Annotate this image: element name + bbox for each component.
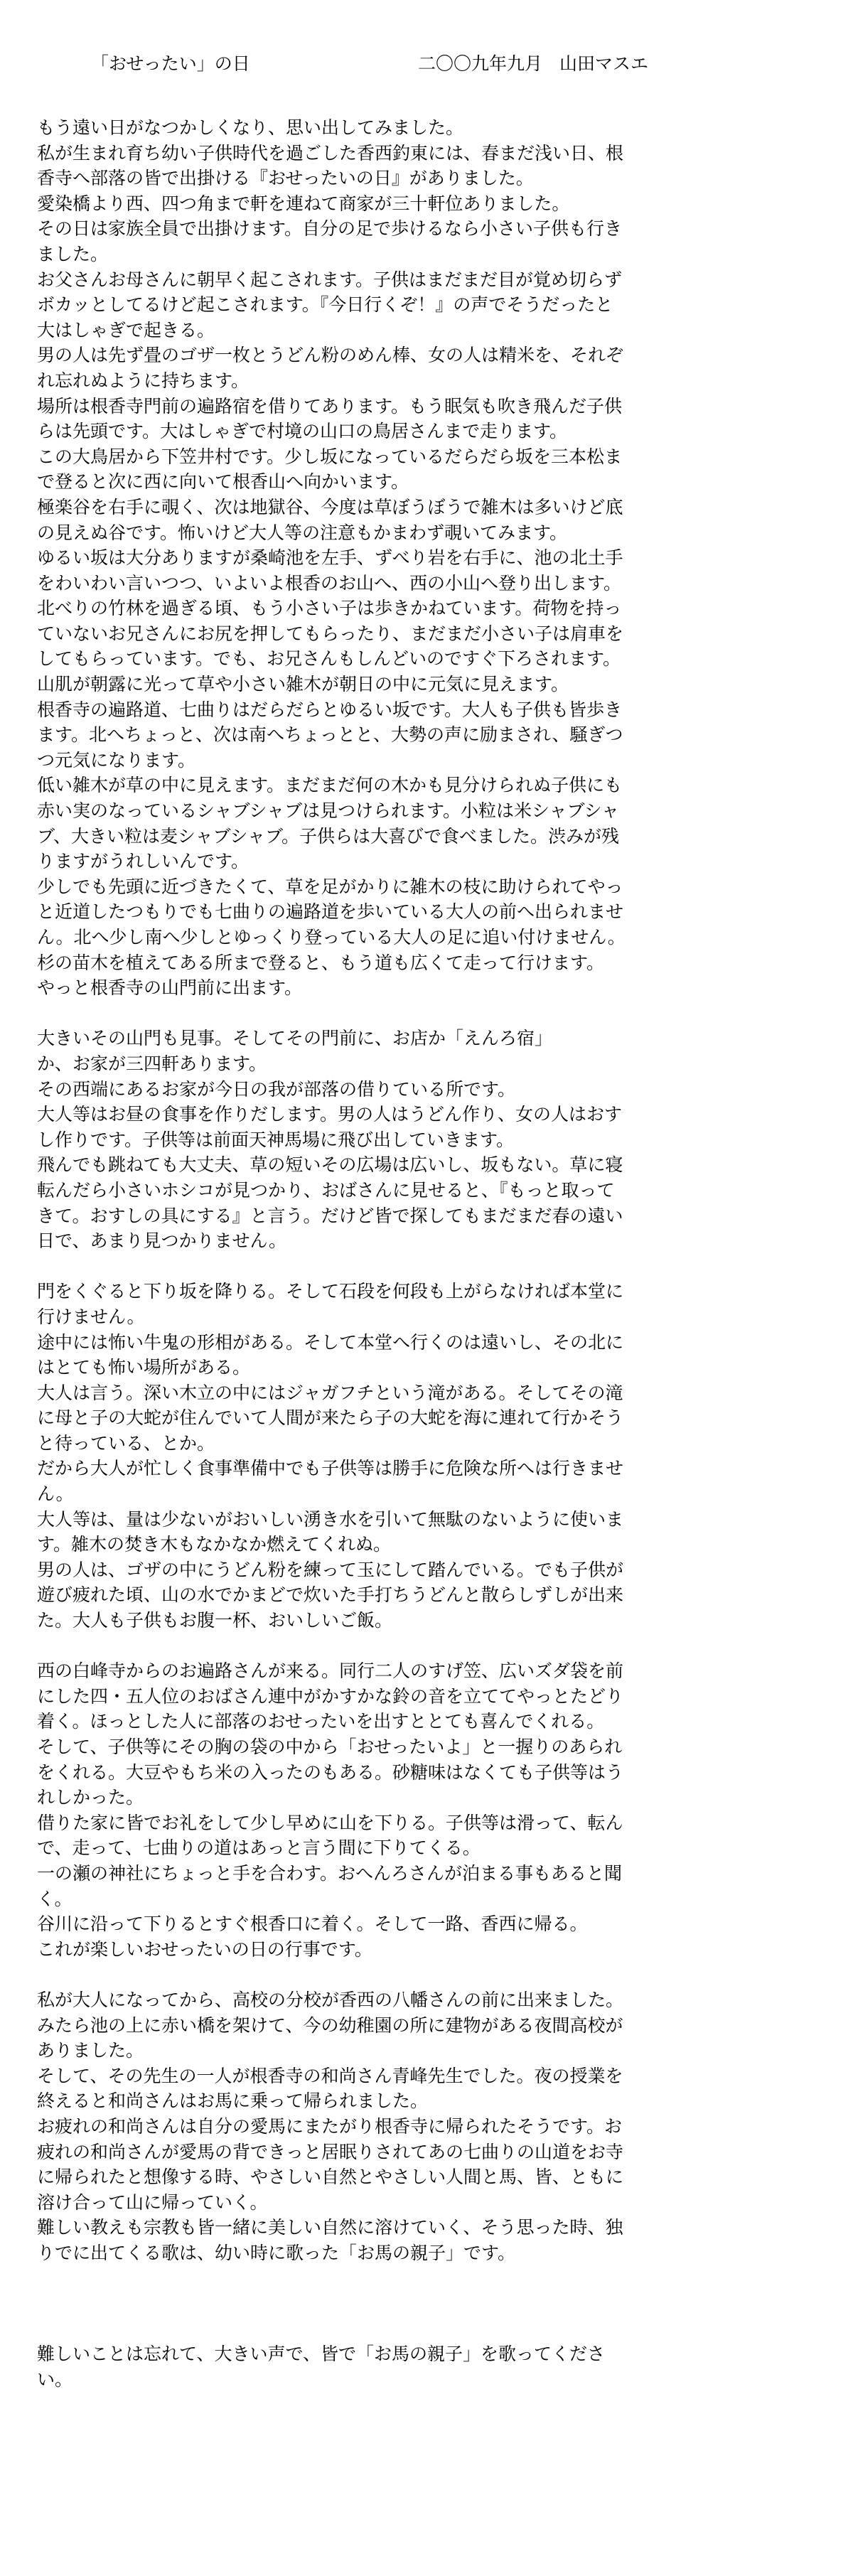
text-line: 終えると和尚さんはお馬に乗って帰られました。 [37,2091,429,2112]
text-line: と近道したつもりでも七曲りの遍路道を歩いている大人の前へ出られませ [37,901,624,923]
text-line: に母と子の大蛇が住んでいて人間が来たら子の大蛇を海に連れて行かそう [37,1407,624,1429]
text-line: その日は家族全員で出掛けます。自分の足で歩けるなら小さい子供も行き [37,218,623,240]
text-line: 途中には怖い牛鬼の形相がある。そして本堂へ行くのは遠いし、その北に [37,1331,624,1353]
text-line: ブ、大きい粒は麦シャブシャブ。子供らは大喜びで食べました。渋みが残 [37,825,620,847]
text-line: これが楽しいおせったいの日の行事です。 [37,1938,372,1960]
text-line: りますがうれしいんです。 [37,851,250,872]
text-line: で、走って、七曲りの道はあっと言う間に下りてくる。 [37,1837,481,1859]
paragraph [37,1658,825,1962]
text-line: その西端にあるお家が今日の我が部落の借りている所です。 [37,1078,516,1100]
text-line: 大人等は、量は少ないがおいしい湧き水を引いて無駄のないように使いま [37,1508,624,1530]
text-line: ました。 [37,243,109,264]
text-line: い。 [37,2369,73,2390]
text-line: だから大人が忙しく食事準備中でも子供等は勝手に危険な所へは行きませ [37,1458,624,1479]
text-line: に帰られたと想像する時、やさしい自然とやさしい人間と馬、皆、ともに [37,2167,624,2188]
text-line: 場所は根香寺門前の遍路宿を借りてあります。もう眠気も吹き飛んだ子供 [37,395,623,417]
text-line: 愛染橋より西、四つ角まで軒を連ねて商家が三十軒位ありました。 [37,193,570,214]
text-line: 大人等はお昼の食事を作りだします。男の人はうどん作り、女の人はおす [37,1104,623,1125]
text-line: す。雑木の焚き木もなかなか燃えてくれぬ。 [37,1534,392,1555]
text-line: れ忘れぬように持ちます。 [37,370,250,391]
text-line: ゆるい坂は大分ありますが桑崎池を左手、ずべり岩を右手に、池の北土手 [37,547,623,569]
text-line: お疲れの和尚さんは自分の愛馬にまたがり根香寺に帰られたそうです。お [37,2115,623,2137]
document-body [37,115,825,2393]
text-line: 西の白峰寺からのお遍路さんが来る。同行二人のすげ笠、広いズダ袋を前 [37,1660,624,1682]
text-line: ていないお兄さんにお尻を押してもらったり、まだまだ小さい子は肩車を [37,623,624,644]
text-line: 少しでも先頭に近づきたくて、草を足がかりに雑木の枝に助けられてやっ [37,876,623,897]
text-line: で登ると次に西に向いて根香山へ向かいます。 [37,471,409,493]
text-line: 行けません。 [37,1306,145,1327]
text-line: 一の瀬の神社にちょっと手を合わす。おへんろさんが泊まる事もあると聞 [37,1862,623,1884]
text-line: 極楽谷を右手に覗く、次は地獄谷、今度は草ぼうぼうで雑木は多いけど底 [37,496,623,517]
document-header [37,50,825,82]
text-line: 赤い実のなっているシャブシャブは見つけられます。小粒は米シャブシャ [37,800,620,822]
text-line: そして、子供等にその胸の袋の中から「おせったいよ」と一握りのあられ [37,1737,623,1757]
text-line: 転んだら小さいホシコが見つかり、おばさんに見せると、『もっと取って [37,1179,615,1201]
text-line: みたら池の上に赤い橋を架けて、今の幼稚園の所に建物がある夜間高校が [37,2014,623,2036]
text-line: ありました。 [37,2040,144,2061]
text-line: と待っている、とか。 [37,1432,215,1454]
text-line: た。大人も子供もお腹一杯、おいしいご飯。 [37,1610,393,1631]
text-line: もう遠い日がなつかしくなり、思い出してみました。 [37,117,464,138]
text-line: 日で、あまり見つかりません。 [37,1230,287,1252]
text-line: ボカッとしてるけど起こされます。『今日行くぞ！』の声でそうだったと [37,294,613,316]
text-line: そして、その先生の一人が根香寺の和尚さん青峰先生でした。夜の授業を [37,2065,623,2086]
text-line: く。 [37,1888,73,1909]
text-line: やっと根香寺の山門前に出ます。 [37,977,303,999]
text-line: ん。 [37,1483,74,1505]
paragraph [37,1026,825,1253]
text-line: 大きいその山門も見事。そしてその門前に、お店か「えんろ宿」 [37,1028,553,1049]
text-line: 借りた家に皆でお礼をして少し早めに山を下りる。子供等は滑って、転ん [37,1812,623,1833]
text-line: 北べりの竹林を過ぎる頃、もう小さい子は歩きかねています。荷物を持っ [37,598,622,619]
text-line: の見えぬ谷です。怖いけど大人等の注意もかまわず覗いてみます。 [37,522,568,543]
text-line: 谷川に沿って下りるとすぐ根香口に着く。そして一路、香西に帰る。 [37,1914,588,1935]
document-title: 「おせったい」の日 [91,53,250,74]
text-line: 杉の苗木を植えてある所まで登ると、もう道も広くて走って行けます。 [37,952,605,973]
text-line: 溶け合って山に帰っていく。 [37,2191,268,2213]
text-line: つ元気になります。 [37,749,196,771]
text-line: 男の人は先ず畳のゴザ一枚とうどん粉のめん棒、女の人は精米を、それぞ [37,345,624,366]
text-line: 難しい教えも宗教も皆一緒に美しい自然に溶けていく、そう思った時、独 [37,2217,623,2238]
text-line: をくれる。大豆やもち米の入ったのもある。砂糖味はなくても子供等はう [37,1761,624,1783]
text-line: りでに出てくる歌は、幼い時に歌った「お馬の親子」です。 [37,2242,516,2263]
text-line: 飛んでも跳ねても大丈夫、草の短いその広場は広いし、坂もない。草に寝 [37,1154,623,1176]
text-line: 大人は言う。深い木立の中にはジャガフチという滝がある。そしてその滝 [37,1382,623,1403]
paragraph [37,1279,825,1633]
text-line: きて。おすしの具にする』と言う。だけど皆で探してもまだまだ春の遠い [37,1205,623,1226]
text-line: 根香寺の遍路道、七曲りはだらだらとゆるい坂です。大人も子供も皆歩き [37,699,623,720]
text-line: し作りです。子供等は前面天神馬場に飛び出していきます。 [37,1129,515,1150]
text-line: 私が大人になってから、高校の分校が香西の八幡さんの前に出来ました。 [37,1989,624,2010]
text-line: 大はしゃぎで起きる。 [37,319,215,340]
text-line: にした四・五人位のおばさん連中がかすかな鈴の音を立ててやっとたどり [37,1685,624,1707]
text-line: 男の人は、ゴザの中にうどん粉を練って玉にして踏んでいる。でも子供が [37,1559,624,1580]
text-line: 難しいことは忘れて、大きい声で、皆で「お馬の親子」を歌ってくださ [37,2344,606,2365]
text-line: この大鳥居から下笠井村です。少し坂になっているだらだら坂を三本松ま [37,446,623,467]
text-line: をわいわい言いつつ、いよいよ根香のお山へ、西の小山へ登り出します。 [37,572,622,594]
text-line: 遊び疲れた頃、山の水でかまどで炊いた手打ちうどんと散らしずしが出来 [37,1584,624,1606]
text-line: お父さんお母さんに朝早く起こされます。子供はまだまだ目が覚め切らず [37,269,623,290]
text-line: 低い雑木が草の中に見えます。まだまだ何の木かも見分けられぬ子供にも [37,775,623,796]
paragraph [37,2341,825,2392]
paragraph [37,1987,825,2266]
text-line: らは先頭です。大はしゃぎで村境の山口の鳥居さんまで走ります。 [37,421,568,442]
paragraph [37,115,825,1001]
text-line: ます。北へちょっと、次は南へちょっとと、大勢の声に励まされ、騒ぎつ [37,724,623,746]
text-line: はとても怖い場所がある。 [37,1357,251,1378]
text-line: 疲れの和尚さんが愛馬の背できっと居眠りされてあの七曲りの山道をお寺 [37,2141,624,2162]
text-line: 私が生まれ育ち幼い子供時代を過ごした香西釣東には、春まだ浅い日、根 [37,142,624,163]
text-line: 山肌が朝露に光って草や小さい雑木が朝日の中に元気に見えます。 [37,674,569,695]
text-line: してもらっています。でも、お兄さんもしんどいのですぐ下ろされます。 [37,648,621,670]
text-line: れしかった。 [37,1787,144,1808]
text-line: ん。北へ少し南へ少しとゆっくり登っている大人の足に追い付けません。 [37,927,626,948]
text-line: 門をくぐると下り坂を降りる。そして石段を何段も上がらなければ本堂に [37,1281,624,1302]
document-author: 山田マスエ [559,53,649,74]
document-date: 二〇〇九年九月 [418,53,543,74]
text-line: 香寺へ部落の皆で出掛ける『おせったいの日』がありました。 [37,168,534,189]
text-line: 着く。ほっとした人に部落のおせったいを出すととても喜んでくれる。 [37,1711,605,1732]
text-line: か、お家が三四軒あります。 [37,1053,267,1074]
